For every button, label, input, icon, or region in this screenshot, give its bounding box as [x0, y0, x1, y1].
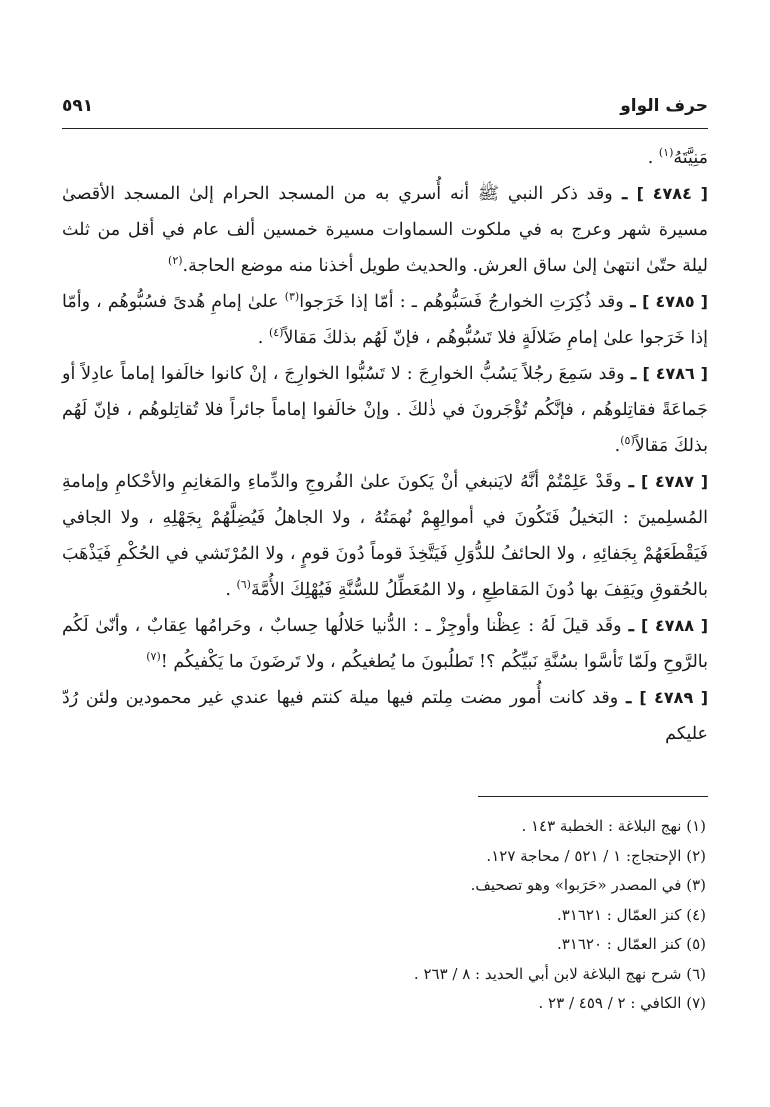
entry-4787: [ ٤٧٨٧ ] ـ وقَدْ عَلِمْتُمْ أنَّهُ لايَنبغي أنْ يَكونَ علىٰ الفُروجِ والدِّماءِ والمَغانِمِ والأحْكامِ وإمامةِ المُسلِمينَ : البَخيلُ فَتَكُونَ في أموالِهِمْ نُهمَتُهُ ، ولا الجاهلُ فَيُضِلَّهُمْ بِجَهْلِهِ ، ولا الجافي فَيَقْطَعَهُمْ بِجَفائِهِ ، ولا الحائفُ للدُّوَلِ فَيَتَّخِذَ قوماً دُونَ قومٍ ، ولا المُرْتَشي في الحُكْمِ فَيَذْهَبَ بالحُقوقِ ويَقِفَ بها دُونَ المَقاطِعِ ، ولا المُعَطِّلُ للسُّنَّةِ فَيُهْلِكَ الأُمَّةَ$^{(٦)}$ . — [62, 472, 709, 600]
footnotes — [62, 812, 708, 1019]
entry-text: وقَدْ عَلِمْتُمْ أنَّهُ لايَنبغي أنْ يَكونَ علىٰ الفُروجِ والدِّماءِ والمَغانِمِ والأحْكامِ وإمامةِ المُسلِمينَ : البَخيلُ فَتَكُونَ في أموالِهِمْ نُهمَتُهُ ، ولا الجاهلُ فَيُضِلَّهُمْ بِجَهْلِهِ ، ولا الجافي فَيَقْطَعَهُمْ بِجَفائِهِ ، ولا الحائفُ للدُّوَلِ فَيَتَّخِذَ قوماً دُونَ قومٍ ، ولا المُرْتَشي في الحُكْمِ فَيَذْهَبَ بالحُقوقِ ويَقِفَ بها دُونَ المَقاطِعِ ، ولا المُعَطِّلُ للسُّنَّةِ فَيُهْلِكَ الأُمَّةَ — [62, 472, 708, 600]
entry-text: وقد ذُكِرَتِ الخوارجُ فَسَبُّوهُم ـ : أمّا إذا خَرَجوا — [299, 292, 624, 312]
page-header — [62, 88, 708, 129]
footnote-ref: (٢) — [168, 254, 183, 268]
footnote-item: (٢) الإحتجاج: ١ / ٥٢١ / محاجة ١٢٧. — [486, 846, 706, 865]
entry-4786: [ ٤٧٨٦ ] ـ وقد سَمِعَ رجُلاً يَسُبُّ الخوارِجَ : لا تَسُبُّوا الخوارِجَ ، إنْ كانوا خالَفوا إماماً عادِلاً أو جَماعَةً فقاتِلوهُم ، فإنَّكُم تُؤْجَرونَ في ذٰلكَ . وإنْ خالَفوا إماماً جائراً فلا تُقاتِلوهُم ، فإنّ لَهُم بذلكَ مَقالاً$^{(٥)}$. — [62, 364, 708, 456]
entry-text: وقَد قيلَ لَهُ : عِظْنا وأوجِزْ ـ : الدُّنيا حَلالُها حِسابٌ ، وحَرامُها عِقابٌ ، وأنّىٰ لَكُم بالرَّوحِ ولَمّا تَأسَّوا بسُنَّةِ نَبيِّكُم ؟! تَطلُبونَ ما يُطغيكُم ، ولا تَرضَونَ ما يَكْفيكُم ! — [62, 616, 708, 672]
entry-number: [ ٤٧٨٥ ] — [642, 292, 708, 311]
footnote-divider — [478, 796, 708, 797]
footnote-item: (٥) كنز العمّال : ٣١٦٢٠. — [556, 935, 706, 953]
footnote-ref: (٧) — [146, 650, 161, 664]
entry-number: [ ٤٧٨٨ ] — [641, 616, 709, 635]
entry-number: [ ٤٧٨٧ ] — [641, 472, 709, 491]
footnote-ref: (١) — [658, 146, 674, 160]
footnote-item: (٣) في المصدر «حَرَبوا» وهو تصحيف. — [470, 876, 706, 894]
entry-4789: [ ٤٧٨٩ ] ـ وقد كانت أُمور مضت مِلتم فيها ميلة كنتم فيها عندي غير محمودين ولئن رُدّ عليكم — [62, 688, 709, 744]
entry-text: وقد كانت أُمور مضت مِلتم فيها ميلة كنتم فيها عندي غير محمودين ولئن رُدّ عليكم — [62, 688, 708, 744]
entry-4785: [ ٤٧٨٥ ] ـ وقد ذُكِرَتِ الخوارجُ فَسَبُّوهُم ـ : أمّا إذا خَرَجوا$^{(٣)}$ علىٰ إمامِ هُدىً فسُبُّوهُم ، وأمّا إذا خَرَجوا علىٰ إمامِ ضَلالَةٍ فلا تَسُبُّوهُم ، فإنّ لَهُم بذلكَ مَقالاً$^{(٤)}$ . — [62, 290, 708, 348]
footnote-ref: (٥) — [620, 434, 635, 448]
entry-4788: [ ٤٧٨٨ ] ـ وقَد قيلَ لَهُ : عِظْنا وأوجِزْ ـ : الدُّنيا حَلالُها حِسابٌ ، وحَرامُها عِقابٌ ، وأنّىٰ لَكُم بالرَّوحِ ولَمّا تَأسَّوا بسُنَّةِ نَبيِّكُم ؟! تَطلُبونَ ما يُطغيكُم ، ولا تَرضَونَ ما يَكْفيكُم !$^{(٧)}$ — [62, 616, 709, 672]
footnote-item: (٧) الكافي : ٢ / ٤٥٩ / ٢٣ . — [538, 994, 706, 1012]
footnote-ref: (٤) — [268, 326, 284, 340]
entry-text: وقد سَمِعَ رجُلاً يَسُبُّ الخوارِجَ : لا تَسُبُّوا الخوارِجَ ، إنْ كانوا خالَفوا إماماً عادِلاً أو جَماعَةً فقاتِلوهُم ، فإنَّكُم تُؤْجَرونَ في ذٰلكَ . وإنْ خالَفوا إماماً جائراً فلا تُقاتِلوهُم ، فإنّ لَهُم بذلكَ مَقالاً — [62, 364, 708, 456]
footnote-item: (١) نهج البلاغة : الخطبة ١٤٣ . — [521, 817, 706, 835]
footnote-item: (٤) كنز العمّال : ٣١٦٢١. — [556, 905, 706, 924]
entry-number: [ ٤٧٨٤ ] — [636, 184, 708, 203]
continuation-text: مَنِيَّتَهُ — [673, 148, 708, 168]
page-number: ٥٩١ — [62, 96, 94, 116]
entry-text: وقد ذكر النبي ﷺ أنه أُسري به من المسجد الحرام إلىٰ المسجد الأقصىٰ مسيرة شهر وعرج به في ملكوت السماوات مسيرة خمسين ألف عام في أقل من ثلث ليلة حتّىٰ انتهىٰ إلىٰ ساق العرش. والحديث طويل أخذنا منه موضع الحاجة. — [62, 184, 708, 276]
entry-number: [ ٤٧٨٩ ] — [639, 688, 709, 707]
footnote-ref: (٦) — [236, 578, 251, 592]
footnote-ref: (٣) — [284, 290, 300, 304]
main-text — [62, 140, 708, 752]
footnote-item: (٦) شرح نهج البلاغة لابن أبي الحديد : ٨ / ٢٦٣ . — [413, 964, 706, 983]
entry-text-cont: علىٰ إمامِ هُدىً فسُبُّوهُم ، وأمّا إذا خَرَجوا علىٰ إمامِ ضَلالَةٍ فلا تَسُبُّوهُم ، فإنّ لَهُم بذلكَ مَقالاً — [62, 292, 708, 348]
entry-number: [ ٤٧٨٦ ] — [642, 364, 708, 383]
entry-4784: [ ٤٧٨٤ ] ـ وقد ذكر النبي ﷺ أنه أُسري به من المسجد الحرام إلىٰ المسجد الأقصىٰ مسيرة شهر وعرج به في ملكوت السماوات مسيرة خمسين ألف عام في أقل من ثلث ليلة حتّىٰ انتهىٰ إلىٰ ساق العرش. والحديث طويل أخذنا منه موضع الحاجة.$^{(٢)}$ — [62, 184, 708, 276]
chapter-title: حرف الواو — [620, 96, 708, 116]
continuation-paragraph: مَنِيَّتَهُ$^{(١)}$ . — [647, 146, 708, 168]
